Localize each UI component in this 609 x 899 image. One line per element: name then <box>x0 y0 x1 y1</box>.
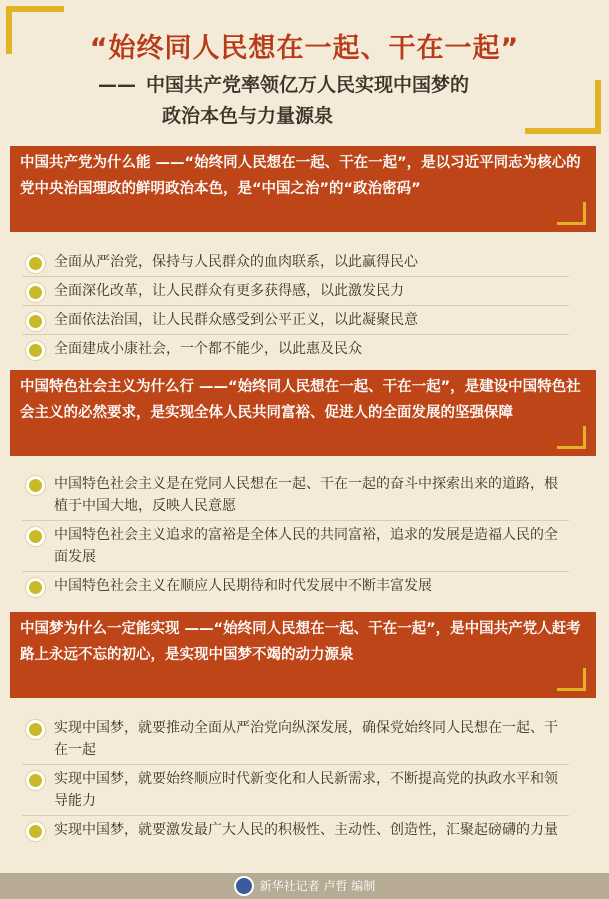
list-item <box>22 572 569 600</box>
list-item <box>22 306 569 335</box>
list-item-text: 中国特色社会主义追求的富裕是全体人民的共同富裕，追求的发展是造福人民的全面发展 <box>54 527 558 565</box>
list-item <box>22 816 569 844</box>
bullet-icon <box>26 476 45 495</box>
list-item <box>22 470 569 521</box>
banner-corner-decoration <box>557 202 586 225</box>
list-item <box>22 248 569 277</box>
section-3-banner-text: 中国梦为什么一定能实现 ——“始终同人民想在一起、干在一起”，是中国共产党人赶考路上永远不忘的初心，是实现中国梦不竭的动力源泉 <box>20 621 581 663</box>
subtitle-dash: —— <box>98 74 136 96</box>
section-2-list <box>22 470 569 600</box>
bullet-icon <box>26 527 45 546</box>
subtitle-line-1: 中国共产党率领亿万人民实现中国梦的 <box>146 74 470 96</box>
list-item <box>22 765 569 816</box>
bullet-icon <box>26 771 45 790</box>
banner-corner-decoration <box>557 668 586 691</box>
list-item-text: 全面建成小康社会，一个都不能少，以此惠及民众 <box>54 341 362 357</box>
list-item-text: 中国特色社会主义在顺应人民期待和时代发展中不断丰富发展 <box>54 578 432 594</box>
list-item-text: 全面从严治党，保持与人民群众的血肉联系，以此赢得民心 <box>54 254 418 270</box>
section-3-list <box>22 714 569 844</box>
section-2-banner-text: 中国特色社会主义为什么行 ——“始终同人民想在一起、干在一起”，是建设中国特色社会主义的必然要求，是实现全体人民共同富裕、促进人的全面发展的坚强保障 <box>20 379 581 421</box>
banner-corner-decoration <box>557 426 586 449</box>
list-item-text: 实现中国梦，就要推动全面从严治党向纵深发展，确保党始终同人民想在一起、干在一起 <box>54 720 558 758</box>
bullet-icon <box>26 312 45 331</box>
bullet-icon <box>26 578 45 597</box>
subtitle-line-2: 政治本色与力量源泉 <box>162 105 334 127</box>
bullet-icon <box>26 822 45 841</box>
section-1-list <box>22 248 569 363</box>
bullet-icon <box>26 254 45 273</box>
footer-credit: 新华社记者 卢哲 编制 <box>259 879 376 893</box>
list-item <box>22 521 569 572</box>
xinhua-logo-icon <box>234 876 254 896</box>
list-item-text: 全面深化改革，让人民群众有更多获得感，以此激发民力 <box>54 283 404 299</box>
section-1-banner-text: 中国共产党为什么能 ——“始终同人民想在一起、干在一起”，是以习近平同志为核心的党中央治国理政的鲜明政治本色，是“中国之治”的“政治密码” <box>20 155 581 197</box>
list-item <box>22 714 569 765</box>
bullet-icon <box>26 283 45 302</box>
list-item <box>22 277 569 306</box>
bullet-icon <box>26 720 45 739</box>
list-item-text: 实现中国梦，就要始终顺应时代新变化和人民新需求，不断提高党的执政水平和领导能力 <box>54 771 558 809</box>
section-3-banner <box>10 612 596 698</box>
section-1-banner <box>10 146 596 232</box>
list-item-text: 全面依法治国，让人民群众感受到公平正义，以此凝聚民意 <box>54 312 418 328</box>
list-item-text: 实现中国梦，就要激发最广大人民的积极性、主动性、创造性，汇聚起磅礴的力量 <box>54 822 558 838</box>
page-subtitle <box>98 70 469 132</box>
page-title: “始终同人民想在一起、干在一起” <box>89 33 520 64</box>
list-item-text: 中国特色社会主义是在党同人民想在一起、干在一起的奋斗中探索出来的道路，根植于中国大地，反映人民意愿 <box>54 476 558 514</box>
bullet-icon <box>26 341 45 360</box>
list-item <box>22 335 569 363</box>
decorative-frame-bottom-right <box>525 80 601 134</box>
section-2-banner <box>10 370 596 456</box>
footer-credit-bar <box>0 873 609 899</box>
